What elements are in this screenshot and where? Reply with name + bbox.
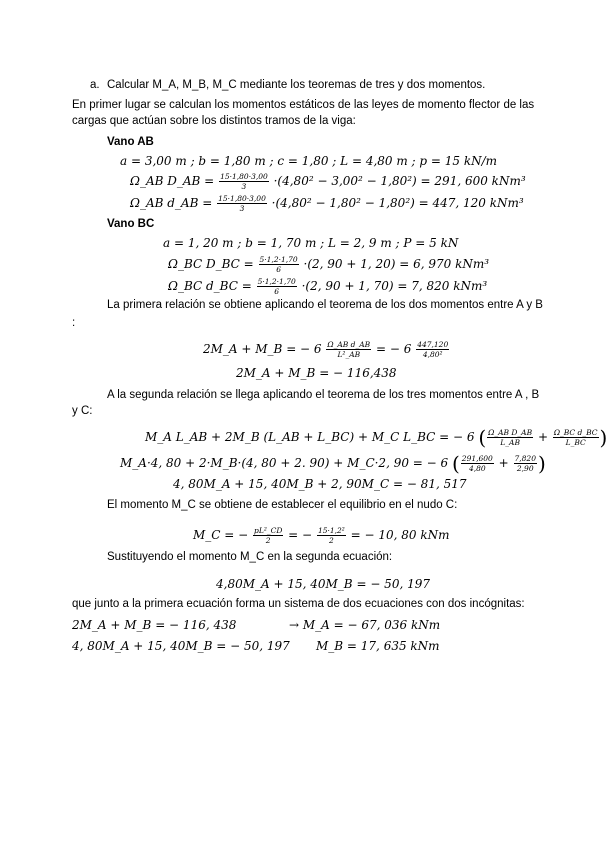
relation-1-eq1-fraction [326, 340, 371, 359]
vano-bc-eq2-rest: ·(2, 90 + 1, 70) = 7, 820 kNm³ [301, 279, 488, 293]
vano-ab-eq1-fraction [219, 172, 269, 191]
fraction-numerator: 5·1,2·1,70 [257, 277, 296, 286]
vano-ab-eq1-rest: ·(4,80² − 3,00² − 1,80²) = 291, 600 kNm³ [273, 174, 526, 188]
fraction-numerator: 15·1,2² [317, 526, 345, 535]
relation-1-text-cont: : [72, 317, 76, 329]
system-eq-1: 2M_A + M_B = − 116, 438 [72, 618, 237, 632]
vano-bc-eq1-rest: ·(2, 90 + 1, 20) = 6, 970 kNm³ [303, 257, 490, 271]
relation-2-text: A la segunda relación se llega aplicando el teorema de los tres momentos entre A , B [107, 389, 540, 401]
relation-1-eq1-fraction-2 [416, 340, 449, 359]
intro-line-2: cargas que actúan sobre los distintos tramos de la viga: [72, 115, 356, 127]
vano-ab-eq2 [130, 194, 524, 213]
system-result-ma: → M_A = − 67, 036 kNm [289, 618, 441, 632]
close-paren: ) [537, 451, 546, 476]
item-marker: a. [90, 79, 100, 91]
vano-ab-title: Vano AB [107, 136, 154, 148]
relation-2-eq1-fraction-1 [487, 428, 533, 447]
relation-2-eq2-fraction-1 [461, 454, 494, 473]
fraction-denominator: 2 [265, 536, 271, 545]
fraction-denominator: 6 [276, 265, 281, 274]
vano-bc-title: Vano BC [107, 218, 155, 230]
vano-ab-eq2-rest: ·(4,80² − 1,80² − 1,80²) = 447, 120 kNm³ [271, 196, 524, 210]
vano-bc-params: a = 1, 20 m ; b = 1, 70 m ; L = 2, 9 m ; P = 5 kN [163, 236, 459, 250]
relation-1-eq1-mid: = − 6 [376, 342, 412, 356]
mc-eq-rhs: = − 10, 80 kNm [350, 528, 450, 542]
mc-text: El momento M_C se obtiene de establecer el equilibrio en el nudo C: [107, 499, 458, 511]
fraction-numerator: pL²_CD [254, 526, 283, 535]
relation-2-eq1-lhs: M_A L_AB + 2M_B (L_AB + L_BC) + M_C L_BC = − 6 [145, 430, 475, 444]
fraction-numerator: 291,600 [461, 454, 493, 463]
fraction-denominator: 3 [239, 204, 245, 213]
intro-line-1: En primer lugar se calculan los momentos estáticos de las leyes de momento flector de las [72, 99, 535, 111]
fraction-numerator: 5·1,2·1,70 [259, 255, 298, 264]
fraction-denominator: L_BC [565, 438, 586, 447]
relation-2-eq3: 4, 80M_A + 15, 40M_B + 2, 90M_C = − 81, 517 [173, 477, 467, 491]
mc-eq-lhs: M_C = − [193, 528, 249, 542]
mc-eq-mid: = − [288, 528, 313, 542]
fraction-numerator: 447,120 [417, 340, 449, 349]
vano-bc-eq1-lhs: Ω_BC D_BC = [168, 257, 254, 271]
relation-1-eq1-lhs: 2M_A + M_B = − 6 [203, 342, 322, 356]
open-paren: ( [478, 425, 487, 450]
fraction-denominator: 2 [328, 536, 334, 545]
fraction-numerator: 15·1,80·3,00 [218, 194, 266, 203]
relation-1-text: La primera relación se obtiene aplicando el teorema de los dos momentos entre A y B [107, 299, 543, 311]
fraction-numerator: Ω_AB d_AB [327, 340, 371, 349]
fraction-numerator: Ω_BC d_BC [553, 428, 598, 437]
vano-ab-eq2-lhs: Ω_AB d_AB = [130, 196, 213, 210]
relation-2-eq2-lhs: M_A·4, 80 + 2·M_B·(4, 80 + 2. 90) + M_C·2, 90 = − 6 [120, 456, 449, 470]
vano-ab-eq1 [130, 172, 526, 191]
fraction-denominator: 4,80 [468, 464, 486, 473]
relation-1-eq1 [203, 340, 450, 359]
relation-2-eq2-fraction-2 [514, 454, 537, 473]
fraction-numerator: 7,820 [514, 454, 536, 463]
system-result-mb: M_B = 17, 635 kNm [316, 639, 440, 653]
subst-equation: 4,80M_A + 15, 40M_B = − 50, 197 [216, 577, 430, 591]
relation-1-eq2: 2M_A + M_B = − 116,438 [236, 366, 397, 380]
vano-ab-eq2-fraction [217, 194, 267, 213]
mc-equation [193, 526, 450, 545]
vano-bc-eq2-fraction [257, 277, 297, 296]
relation-2-text-cont: y C: [72, 405, 93, 417]
vano-bc-eq1 [168, 255, 489, 274]
fraction-denominator: L²_AB [337, 350, 361, 359]
fraction-denominator: 6 [274, 287, 280, 296]
mc-eq-fraction-1 [253, 526, 283, 545]
item-heading: Calcular M_A, M_B, M_C mediante los teoremas de tres y dos momentos. [107, 79, 486, 91]
system-eq-2: 4, 80M_A + 15, 40M_B = − 50, 197 [72, 639, 290, 653]
vano-ab-eq1-lhs: Ω_AB D_AB = [130, 174, 215, 188]
fraction-denominator: 4,80² [422, 350, 443, 359]
vano-bc-eq2 [168, 277, 487, 296]
vano-bc-eq2-lhs: Ω_BC d_BC = [168, 279, 252, 293]
relation-2-eq2: M_A·4, 80 + 2·M_B·(4, 80 + 2. 90) + M_C·2, 90 = − 6 ( $\frac{291,600}{4,80}$ + $\frac{7,820}{2,90}$ ) [120, 451, 546, 476]
relation-2-eq1-fraction-2 [553, 428, 599, 447]
fraction-numerator: 15·1,80·3,00 [220, 172, 268, 181]
open-paren: ( [451, 451, 460, 476]
vano-bc-eq1-fraction [259, 255, 299, 274]
vano-ab-params: a = 3,00 m ; b = 1,80 m ; c = 1,80 ; L = 4,80 m ; p = 15 kN/m [120, 154, 498, 168]
fraction-denominator: 2,90 [516, 464, 534, 473]
system-text: que junto a la primera ecuación forma un sistema de dos ecuaciones con dos incógnitas: [72, 598, 525, 610]
fraction-denominator: 3 [241, 182, 247, 191]
fraction-numerator: Ω_AB D_AB [488, 428, 533, 437]
fraction-denominator: L_AB [500, 438, 520, 447]
subst-text: Sustituyendo el momento M_C en la segunda ecuación: [107, 551, 393, 563]
relation-2-eq1: M_A L_AB + 2M_B (L_AB + L_BC) + M_C L_BC = − 6 ( $\frac{\text{Ω\_AB D\_AB}}{L\_AB}$ + $\frac{\text{Ω\_BC d\_BC}}{L\_BC}$ ) [145, 425, 607, 450]
mc-eq-fraction-2 [317, 526, 346, 545]
close-paren: ) [599, 425, 607, 450]
